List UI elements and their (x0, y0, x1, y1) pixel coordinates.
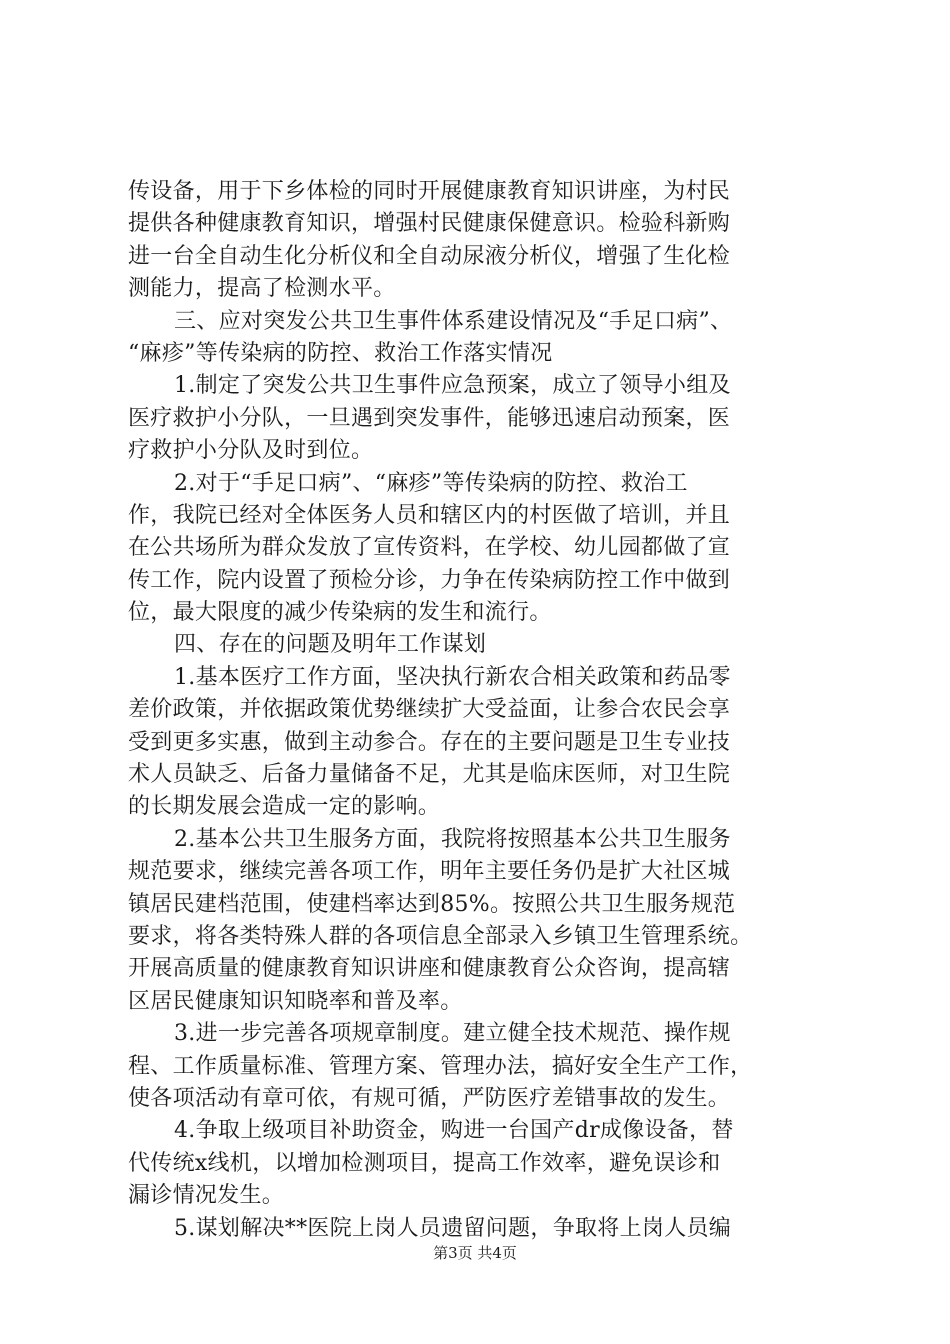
text-line: 4.争取上级项目补助资金，购进一台国产dr成像设备，替 (174, 1118, 734, 1144)
page-footer: 第3页 共4页 (433, 1244, 517, 1262)
text-line: 差价政策，并依据政策优势继续扩大受益面，让参合农民会享 (128, 697, 731, 723)
text-line: 开展高质量的健康教育知识讲座和健康教育公众咨询，提高辖 (128, 956, 731, 982)
text-line: 规范要求，继续完善各项工作，明年主要任务仍是扩大社区城 (128, 859, 731, 885)
text-line: 医疗救护小分队，一旦遇到突发事件，能够迅速启动预案，医 (128, 405, 731, 431)
text-line: 测能力，提高了检测水平。 (128, 276, 396, 302)
text-line: 的长期发展会造成一定的影响。 (128, 794, 441, 820)
text-line: 四、存在的问题及明年工作谋划 (174, 632, 487, 658)
text-line: 代传统x线机，以增加检测项目，提高工作效率，避免误诊和 (128, 1150, 721, 1176)
text-line: 作，我院已经对全体医务人员和辖区内的村医做了培训，并且 (128, 502, 731, 528)
text-line: “麻疹”等传染病的防控、救治工作落实情况 (128, 340, 553, 366)
text-line: 2.对于“手足口病”、“麻疹”等传染病的防控、救治工 (174, 470, 688, 496)
text-line: 位，最大限度的减少传染病的发生和流行。 (128, 600, 552, 626)
text-line: 使各项活动有章可依，有规可循，严防医疗差错事故的发生。 (128, 1085, 731, 1111)
text-line: 在公共场所为群众发放了宣传资料，在学校、幼儿园都做了宣 (128, 535, 731, 561)
text-line: 区居民健康知识知晓率和普及率。 (128, 988, 463, 1014)
text-line: 术人员缺乏、后备力量储备不足，尤其是临床医师，对卫生院 (128, 762, 731, 788)
document-body (128, 176, 828, 1245)
text-line: 传设备，用于下乡体检的同时开展健康教育知识讲座，为村民 (128, 179, 731, 204)
text-line: 进一台全自动生化分析仪和全自动尿液分析仪，增强了生化检 (128, 243, 731, 269)
text-line: 1.基本医疗工作方面，坚决执行新农合相关政策和药品零 (174, 664, 731, 690)
text-line: 疗救护小分队及时到位。 (128, 438, 374, 464)
text-line: 5.谋划解决**医院上岗人员遗留问题，争取将上岗人员编 (174, 1215, 732, 1241)
text-line: 受到更多实惠，做到主动参合。存在的主要问题是卫生专业技 (128, 729, 731, 755)
text-line: 3.进一步完善各项规章制度。建立健全技术规范、操作规 (174, 1021, 731, 1047)
text-line: 镇居民建档范围，使建档率达到85%。按照公共卫生服务规范 (128, 891, 736, 917)
text-line: 漏诊情况发生。 (128, 1183, 285, 1209)
text-line: 要求，将各类特殊人群的各项信息全部录入乡镇卫生管理系统。 (128, 923, 753, 949)
text-line: 程、工作质量标准、管理方案、管理办法，搞好安全生产工作， (128, 1053, 753, 1079)
text-line: 传工作，院内设置了预检分诊，力争在传染病防控工作中做到 (128, 567, 731, 593)
text-line: 1.制定了突发公共卫生事件应急预案，成立了领导小组及 (174, 373, 731, 399)
text-line: 提供各种健康教育知识，增强村民健康保健意识。检验科新购 (128, 211, 731, 237)
text-line: 2.基本公共卫生服务方面，我院将按照基本公共卫生服务 (174, 826, 731, 852)
text-line: 三、应对突发公共卫生事件体系建设情况及“手足口病”、 (174, 308, 733, 334)
